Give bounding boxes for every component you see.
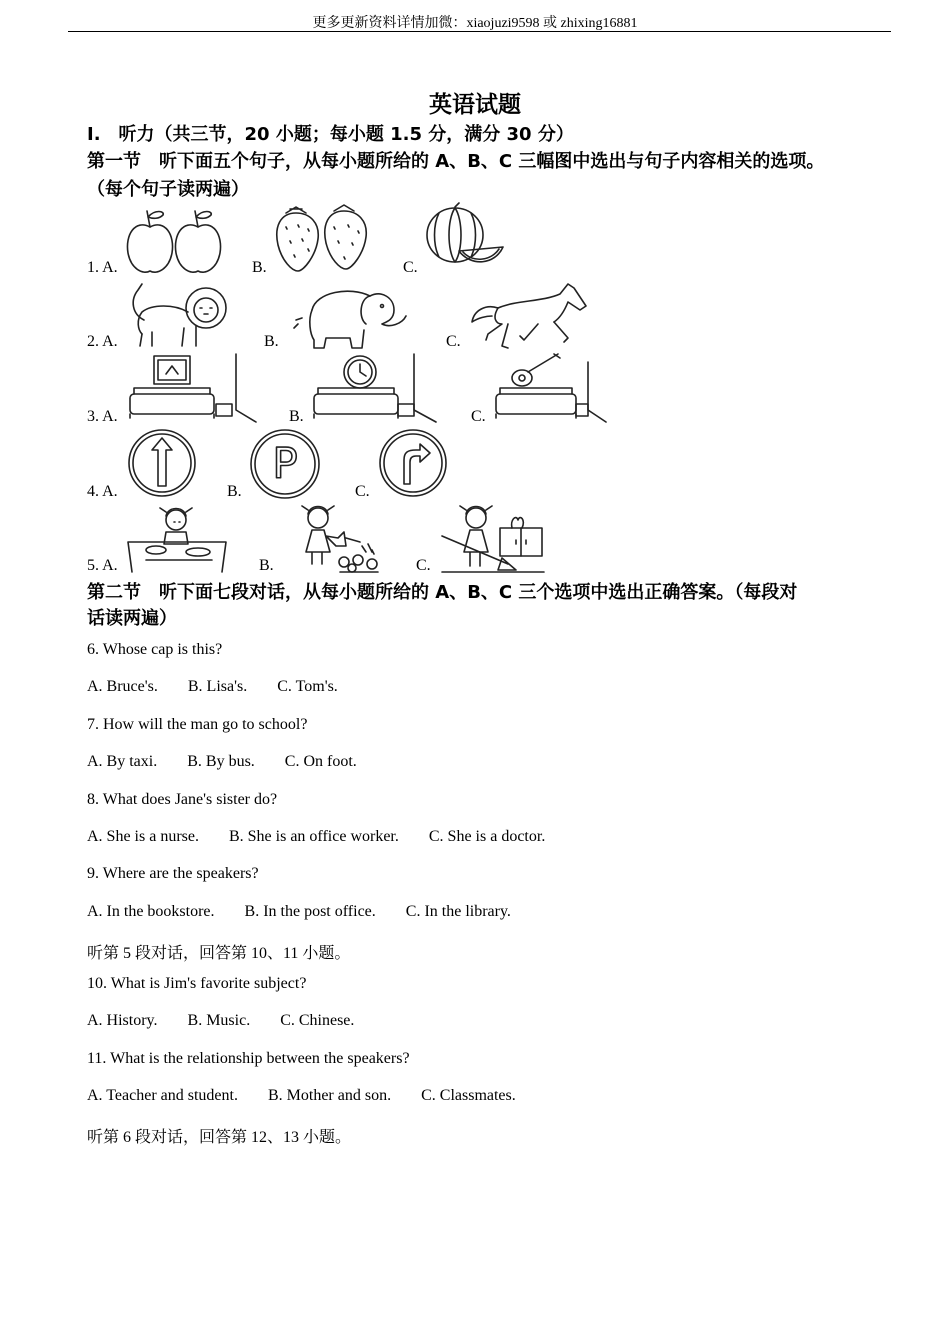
section2-heading-line1: 第二节 听下面七段对话，从每小题所给的 A、B、C 三个选项中选出正确答案。（每段对 xyxy=(87,582,798,603)
q10-option-a: A. History. xyxy=(87,1012,158,1029)
header-divider xyxy=(68,31,891,32)
watermelon-icon xyxy=(425,205,507,273)
q4-label-a: 4. A. xyxy=(87,483,118,500)
q6-question: 6. Whose cap is this? xyxy=(87,641,223,658)
lion-icon xyxy=(124,280,236,350)
q7-option-b: B. By bus. xyxy=(187,753,255,770)
parking-sign-letter: P xyxy=(272,439,298,488)
elephant-icon xyxy=(290,280,412,352)
section2-heading-line2: 话读两遍） xyxy=(87,608,177,629)
q8-option-b: B. She is an office worker. xyxy=(228,828,399,845)
q2-label-c: C. xyxy=(446,333,461,350)
q9-options xyxy=(87,903,511,921)
q9-option-a: A. In the bookstore. xyxy=(87,903,215,920)
q11-question: 11. What is the relationship between the speakers? xyxy=(87,1050,410,1067)
strawberries-icon xyxy=(272,205,370,277)
q10-options xyxy=(87,1012,354,1030)
q1-label-a: 1. A. xyxy=(87,259,118,276)
girl-washing-dishes-icon xyxy=(126,502,230,572)
q4-label-b: B. xyxy=(227,483,242,500)
q7-question: 7. How will the man go to school? xyxy=(87,716,308,733)
q1-label-c: C. xyxy=(403,259,418,276)
q8-option-c: C. She is a doctor. xyxy=(428,828,546,845)
page-title: 英语试题 xyxy=(429,92,521,118)
q3-label-a: 3. A. xyxy=(87,408,118,425)
sofa-with-picture-icon xyxy=(126,354,258,424)
q2-label-a: 2. A. xyxy=(87,333,118,350)
q6-option-b: B. Lisa's. xyxy=(187,678,248,695)
q10-question: 10. What is Jim's favorite subject? xyxy=(87,975,307,992)
q6-option-c: C. Tom's. xyxy=(277,678,338,695)
q4-label-c: C. xyxy=(355,483,370,500)
dialogue6-note: 听第 6 段对话，回答第 12、13 小题。 xyxy=(87,1129,352,1146)
q9-option-b: B. In the post office. xyxy=(244,903,376,920)
q6-options xyxy=(87,678,338,696)
q6-option-a: A. Bruce's. xyxy=(87,678,158,695)
sofa-with-clock-icon xyxy=(310,354,440,424)
q7-option-c: C. On foot. xyxy=(284,753,357,770)
q3-label-b: B. xyxy=(289,408,304,425)
q8-question: 8. What does Jane's sister do? xyxy=(87,791,278,808)
q7-options xyxy=(87,753,357,771)
section1-heading-line2: （每个句子读两遍） xyxy=(87,179,249,200)
q8-options xyxy=(87,828,545,846)
q1-label-b: B. xyxy=(252,259,267,276)
q11-options xyxy=(87,1087,516,1105)
dialogue5-note: 听第 5 段对话，回答第 10、11 小题。 xyxy=(87,945,351,962)
girl-watering-flowers-icon xyxy=(282,502,386,574)
q5-label-a: 5. A. xyxy=(87,557,118,574)
girl-sweeping-floor-icon xyxy=(438,500,548,574)
parking-sign-icon xyxy=(249,428,321,500)
right-turn-sign-icon xyxy=(378,428,448,498)
q11-option-a: A. Teacher and student. xyxy=(87,1087,238,1104)
straight-arrow-sign-icon xyxy=(127,428,197,498)
q11-option-c: C. Classmates. xyxy=(421,1087,516,1104)
apples-icon xyxy=(125,205,225,277)
q2-label-b: B. xyxy=(264,333,279,350)
q5-label-b: B. xyxy=(259,557,274,574)
q5-label-c: C. xyxy=(416,557,431,574)
sofa-with-guitar-icon xyxy=(492,354,610,424)
horse-icon xyxy=(468,278,590,350)
part1-heading: I. 听力（共三节，20 小题；每小题 1.5 分，满分 30 分） xyxy=(87,124,574,145)
q10-option-c: C. Chinese. xyxy=(280,1012,355,1029)
q3-label-c: C. xyxy=(471,408,486,425)
section1-heading-line1: 第一节 听下面五个句子，从每小题所给的 A、B、C 三幅图中选出与句子内容相关的选项。 xyxy=(87,151,825,172)
q9-question: 9. Where are the speakers? xyxy=(87,865,259,882)
q9-option-c: C. In the library. xyxy=(405,903,511,920)
page-header-note: 更多更新资料详情加微：xiaojuzi9598 或 zhixing16881 xyxy=(312,16,638,31)
q7-option-a: A. By taxi. xyxy=(87,753,158,770)
q8-option-a: A. She is a nurse. xyxy=(87,828,199,845)
q11-option-b: B. Mother and son. xyxy=(267,1087,392,1104)
q10-option-b: B. Music. xyxy=(187,1012,251,1029)
